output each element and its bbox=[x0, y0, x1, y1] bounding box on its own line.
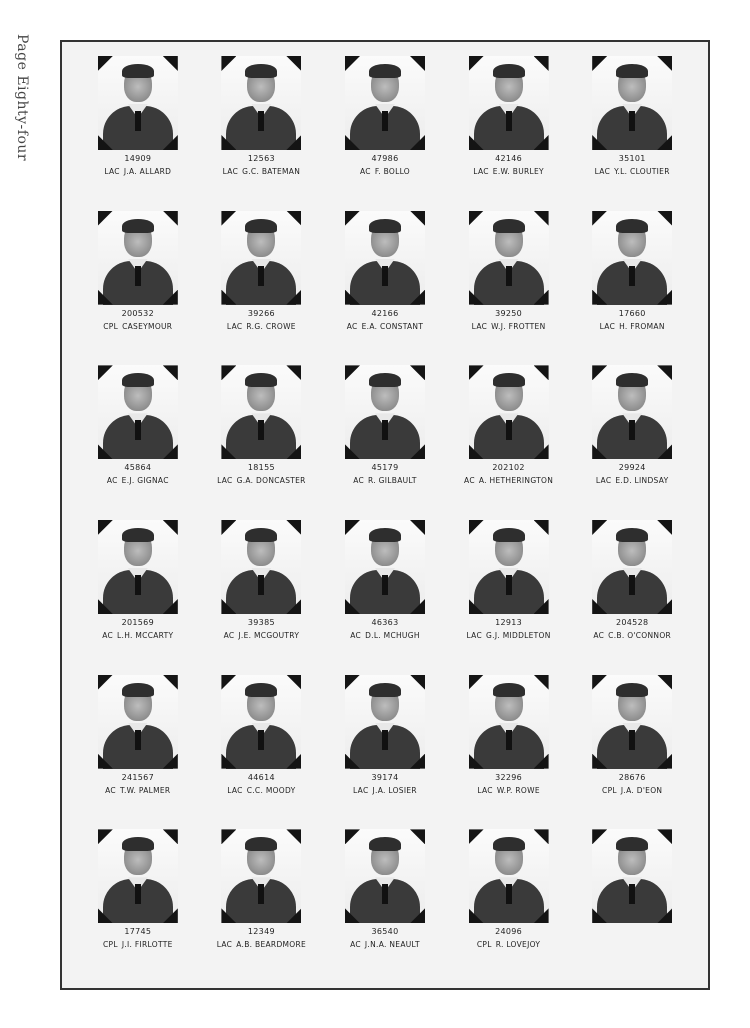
portrait-photo bbox=[221, 211, 301, 305]
necktie bbox=[629, 575, 635, 595]
hair bbox=[616, 528, 648, 542]
person-name: W.J. FROTTEN bbox=[491, 321, 546, 331]
rank: AC bbox=[105, 785, 116, 795]
person-name: R. GILBAULT bbox=[368, 476, 417, 486]
portrait-photo bbox=[469, 675, 549, 769]
hair bbox=[493, 64, 525, 78]
hair bbox=[369, 528, 401, 542]
rank-and-name bbox=[217, 476, 306, 485]
rank-and-name bbox=[105, 786, 170, 795]
portrait-card bbox=[570, 52, 694, 207]
rank-and-name bbox=[593, 631, 671, 640]
person-name: J.N.A. NEAULT bbox=[364, 940, 420, 950]
necktie bbox=[506, 266, 512, 286]
portrait-photo bbox=[592, 56, 672, 150]
service-number: 44614 bbox=[247, 772, 275, 782]
necktie bbox=[506, 420, 512, 440]
person-name: J.A. ALLARD bbox=[123, 167, 172, 176]
rank-and-name bbox=[223, 167, 301, 176]
portrait-photo bbox=[345, 829, 425, 923]
necktie bbox=[258, 884, 264, 904]
rank-and-name bbox=[360, 167, 410, 176]
rank-and-name bbox=[104, 167, 171, 176]
portrait-card bbox=[323, 361, 447, 516]
portrait-card bbox=[76, 52, 200, 207]
portrait-photo bbox=[221, 829, 301, 923]
portrait-photo bbox=[221, 675, 301, 769]
rank: AC bbox=[359, 167, 371, 176]
person-name: C.C. MOODY bbox=[246, 785, 296, 795]
service-number: 14909 bbox=[124, 154, 152, 163]
portrait-photo bbox=[98, 365, 178, 459]
service-number: 12913 bbox=[495, 618, 523, 627]
necktie bbox=[135, 111, 141, 131]
rank-and-name bbox=[467, 631, 551, 640]
rank-and-name bbox=[477, 940, 540, 949]
rank-and-name bbox=[630, 930, 634, 939]
service-number: 42166 bbox=[371, 308, 399, 318]
hair bbox=[493, 528, 525, 542]
portrait-photo bbox=[592, 829, 672, 923]
rank: AC bbox=[102, 631, 114, 640]
person-name: J.E. MCGOUTRY bbox=[238, 631, 300, 640]
rank: CPL bbox=[602, 785, 617, 795]
person-name: W.P. ROWE bbox=[496, 785, 540, 795]
service-number: 42146 bbox=[495, 154, 523, 163]
service-number: 35101 bbox=[618, 154, 646, 163]
rank-and-name bbox=[347, 322, 423, 331]
rank-and-name bbox=[477, 786, 540, 795]
rank: AC bbox=[353, 476, 365, 486]
necktie bbox=[382, 884, 388, 904]
person-name: Y.L. CLOUTIER bbox=[614, 167, 670, 176]
hair bbox=[616, 64, 648, 78]
person-name: A. HETHERINGTON bbox=[478, 476, 554, 486]
rank-and-name bbox=[472, 322, 546, 331]
person-name: R.G. CROWE bbox=[246, 321, 296, 331]
rank: LAC bbox=[226, 321, 243, 331]
hair bbox=[616, 373, 648, 387]
person-name: J.A. D'EON bbox=[620, 785, 663, 795]
portrait-card bbox=[323, 671, 447, 826]
hair bbox=[122, 528, 154, 542]
service-number: 46363 bbox=[371, 618, 399, 627]
portrait-card bbox=[447, 516, 571, 671]
rank: LAC bbox=[599, 321, 616, 331]
rank: CPL bbox=[103, 321, 119, 331]
service-number: 241567 bbox=[121, 772, 154, 782]
person-name: G.C. BATEMAN bbox=[242, 167, 301, 176]
rank: AC bbox=[464, 476, 475, 486]
hair bbox=[369, 64, 401, 78]
service-number: 12563 bbox=[247, 154, 275, 163]
portrait-card bbox=[570, 825, 694, 980]
person-name: R. LOVEJOY bbox=[495, 940, 541, 950]
hair bbox=[245, 64, 277, 78]
person-name: J.I. FIRLOTTE bbox=[121, 940, 173, 950]
rank: LAC bbox=[104, 167, 120, 176]
portrait-card bbox=[200, 825, 324, 980]
rank-and-name bbox=[102, 631, 173, 640]
portrait-card bbox=[447, 52, 571, 207]
necktie bbox=[382, 420, 388, 440]
service-number: 17745 bbox=[124, 927, 152, 937]
necktie bbox=[629, 420, 635, 440]
portrait-card bbox=[323, 516, 447, 671]
hair bbox=[493, 683, 525, 697]
necktie bbox=[382, 575, 388, 595]
rank: AC bbox=[350, 631, 362, 640]
necktie bbox=[135, 266, 141, 286]
rank: AC bbox=[106, 476, 118, 486]
service-number: 36540 bbox=[371, 927, 399, 937]
rank: AC bbox=[346, 321, 358, 331]
person-name: G.A. DONCASTER bbox=[236, 476, 306, 486]
necktie bbox=[506, 730, 512, 750]
necktie bbox=[629, 266, 635, 286]
portrait-photo bbox=[592, 520, 672, 614]
hair bbox=[122, 837, 154, 851]
portrait-photo bbox=[98, 211, 178, 305]
hair bbox=[122, 683, 154, 697]
rank: LAC bbox=[216, 940, 233, 950]
rank-and-name bbox=[103, 322, 172, 331]
necktie bbox=[382, 266, 388, 286]
rank-and-name bbox=[473, 167, 544, 176]
service-number: 18155 bbox=[247, 463, 275, 473]
service-number: 29924 bbox=[618, 463, 646, 473]
portrait-photo bbox=[98, 829, 178, 923]
portrait-photo bbox=[592, 675, 672, 769]
portrait-card bbox=[200, 52, 324, 207]
portrait-card bbox=[76, 361, 200, 516]
service-number: 45864 bbox=[124, 463, 152, 473]
necktie bbox=[258, 266, 264, 286]
rank-and-name bbox=[227, 786, 295, 795]
service-number: 32296 bbox=[495, 772, 523, 782]
person-name: T.W. PALMER bbox=[119, 785, 171, 795]
person-name: A.B. BEARDMORE bbox=[236, 940, 307, 950]
rank: LAC bbox=[595, 476, 612, 486]
portrait-photo bbox=[221, 520, 301, 614]
portrait-card bbox=[200, 361, 324, 516]
rank-and-name bbox=[227, 322, 296, 331]
service-number: 202102 bbox=[492, 463, 525, 473]
portrait-photo bbox=[345, 56, 425, 150]
person-name: J.A. LOSIER bbox=[372, 785, 417, 795]
service-number: 200532 bbox=[121, 308, 154, 318]
hair bbox=[245, 219, 277, 233]
hair bbox=[245, 837, 277, 851]
portrait-card bbox=[570, 361, 694, 516]
hair bbox=[616, 837, 648, 851]
person-name: H. FROMAN bbox=[619, 321, 665, 331]
rank: LAC bbox=[473, 167, 489, 176]
person-name: CASEYMOUR bbox=[122, 321, 173, 331]
necktie bbox=[258, 420, 264, 440]
rank: LAC bbox=[227, 785, 243, 795]
service-number: 39250 bbox=[495, 308, 523, 318]
portrait-photo bbox=[221, 365, 301, 459]
rank-and-name bbox=[350, 631, 420, 640]
service-number: 39266 bbox=[247, 308, 275, 318]
portrait-card bbox=[570, 516, 694, 671]
service-number: 24096 bbox=[495, 927, 523, 937]
hair bbox=[245, 373, 277, 387]
necktie bbox=[382, 730, 388, 750]
portrait-photo bbox=[592, 365, 672, 459]
rank-and-name bbox=[350, 940, 420, 949]
rank-and-name bbox=[224, 631, 300, 640]
portrait-card bbox=[200, 516, 324, 671]
portrait-photo bbox=[592, 211, 672, 305]
portrait-card bbox=[76, 207, 200, 362]
necktie bbox=[258, 111, 264, 131]
portrait-card bbox=[200, 207, 324, 362]
person-name: E.J. GIGNAC bbox=[121, 476, 169, 486]
portrait-card bbox=[323, 207, 447, 362]
necktie bbox=[506, 575, 512, 595]
necktie bbox=[629, 884, 635, 904]
service-number: 17660 bbox=[618, 308, 646, 318]
portrait-photo bbox=[221, 56, 301, 150]
service-number: 204528 bbox=[616, 618, 649, 627]
rank-and-name bbox=[353, 476, 417, 485]
hair bbox=[122, 373, 154, 387]
hair bbox=[493, 373, 525, 387]
rank: LAC bbox=[217, 476, 233, 486]
portrait-card bbox=[323, 825, 447, 980]
portrait-card bbox=[447, 361, 571, 516]
service-number: 45179 bbox=[371, 463, 399, 473]
person-name: E.D. LINDSAY bbox=[615, 476, 669, 486]
portrait-photo bbox=[469, 56, 549, 150]
rank-and-name bbox=[602, 786, 662, 795]
rank: CPL bbox=[476, 940, 492, 950]
rank: LAC bbox=[477, 785, 493, 795]
portrait-photo bbox=[345, 675, 425, 769]
necktie bbox=[135, 575, 141, 595]
rank: AC bbox=[593, 631, 605, 640]
photo-sheet bbox=[60, 40, 710, 990]
rank: LAC bbox=[466, 631, 483, 640]
portrait-card bbox=[570, 207, 694, 362]
portrait-card bbox=[447, 207, 571, 362]
portrait-photo bbox=[469, 520, 549, 614]
portrait-photo bbox=[469, 365, 549, 459]
person-name: C.B. O'CONNOR bbox=[608, 631, 672, 640]
necktie bbox=[135, 730, 141, 750]
hair bbox=[245, 683, 277, 697]
portrait-grid bbox=[62, 42, 708, 988]
rank: AC bbox=[223, 631, 235, 640]
hair bbox=[122, 64, 154, 78]
hair bbox=[493, 837, 525, 851]
rank-and-name bbox=[464, 476, 553, 485]
person-name: D.L. MCHUGH bbox=[365, 631, 420, 640]
rank-and-name bbox=[595, 167, 670, 176]
person-name: E.W. BURLEY bbox=[492, 167, 544, 176]
service-number: 28676 bbox=[618, 772, 646, 782]
portrait-photo bbox=[469, 829, 549, 923]
rank: LAC bbox=[353, 785, 369, 795]
necktie bbox=[258, 730, 264, 750]
portrait-photo bbox=[98, 56, 178, 150]
service-number: 201569 bbox=[121, 618, 154, 627]
portrait-photo bbox=[345, 520, 425, 614]
rank-and-name bbox=[353, 786, 417, 795]
portrait-photo bbox=[345, 211, 425, 305]
necktie bbox=[629, 111, 635, 131]
portrait-card bbox=[76, 516, 200, 671]
portrait-card bbox=[76, 825, 200, 980]
portrait-photo bbox=[345, 365, 425, 459]
portrait-photo bbox=[98, 520, 178, 614]
hair bbox=[369, 373, 401, 387]
portrait-card bbox=[76, 671, 200, 826]
service-number: 12349 bbox=[247, 927, 275, 937]
rank-and-name bbox=[596, 476, 669, 485]
portrait-card bbox=[200, 671, 324, 826]
rank-and-name bbox=[600, 322, 665, 331]
hair bbox=[369, 683, 401, 697]
person-name: L.H. MCCARTY bbox=[117, 631, 174, 640]
hair bbox=[245, 528, 277, 542]
rank: LAC bbox=[594, 167, 611, 176]
necktie bbox=[135, 884, 141, 904]
person-name: E.A. CONSTANT bbox=[361, 321, 424, 331]
rank: AC bbox=[350, 940, 361, 950]
rank: LAC bbox=[222, 167, 239, 176]
necktie bbox=[506, 884, 512, 904]
necktie bbox=[135, 420, 141, 440]
person-name: F. BOLLO bbox=[374, 167, 410, 176]
service-number: 47986 bbox=[371, 154, 399, 163]
page-label: Page Eighty-four bbox=[14, 34, 30, 162]
service-number: 39385 bbox=[247, 618, 275, 627]
necktie bbox=[382, 111, 388, 131]
rank: CPL bbox=[102, 940, 118, 950]
rank-and-name bbox=[103, 940, 173, 949]
hair bbox=[369, 219, 401, 233]
portrait-card bbox=[570, 671, 694, 826]
portrait-card bbox=[447, 825, 571, 980]
rank-and-name bbox=[217, 940, 306, 949]
portrait-photo bbox=[98, 675, 178, 769]
hair bbox=[493, 219, 525, 233]
rank: LAC bbox=[471, 321, 488, 331]
hair bbox=[369, 837, 401, 851]
person-name: G.J. MIDDLETON bbox=[486, 631, 551, 640]
necktie bbox=[506, 111, 512, 131]
portrait-card bbox=[323, 52, 447, 207]
hair bbox=[122, 219, 154, 233]
rank-and-name bbox=[107, 476, 169, 485]
hair bbox=[616, 219, 648, 233]
necktie bbox=[629, 730, 635, 750]
portrait-photo bbox=[469, 211, 549, 305]
portrait-card bbox=[447, 671, 571, 826]
necktie bbox=[258, 575, 264, 595]
service-number: 39174 bbox=[371, 772, 399, 782]
hair bbox=[616, 683, 648, 697]
